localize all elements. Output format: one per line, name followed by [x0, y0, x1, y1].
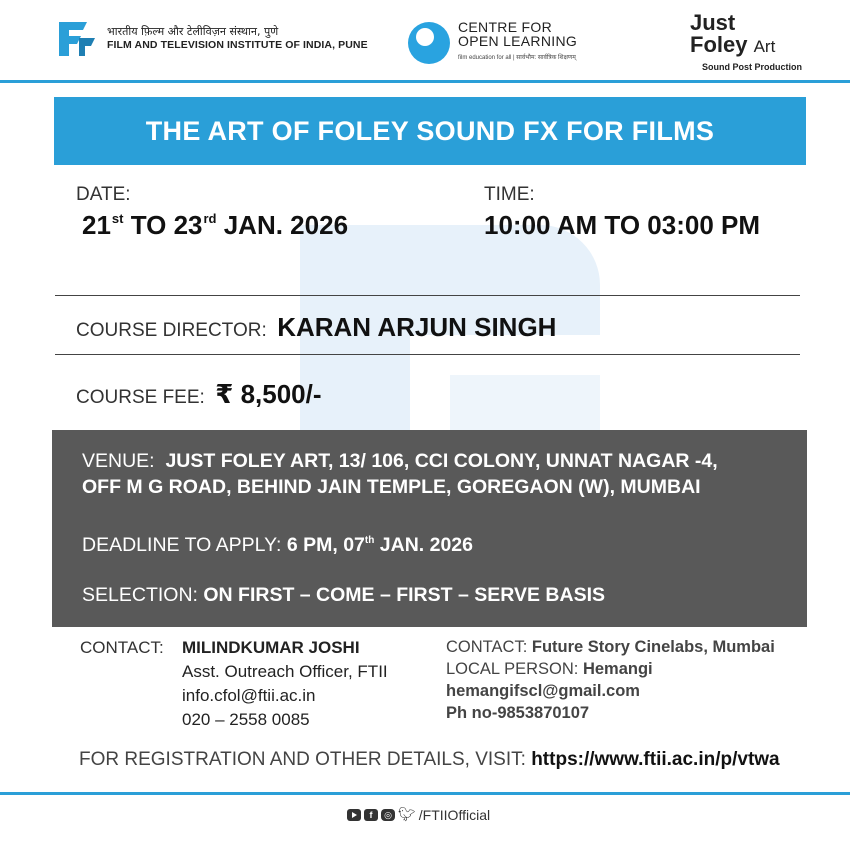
- date-value: 21st TO 23rd JAN. 2026: [82, 210, 349, 240]
- contact-left-phone: 020 – 2558 0085: [182, 710, 310, 729]
- col-name-line2: OPEN LEARNING: [458, 33, 578, 49]
- contact-right-line1: CONTACT: Future Story Cinelabs, Mumbai: [446, 638, 775, 656]
- ftii-logo: [55, 16, 368, 60]
- jfa-line2b: Art: [753, 37, 776, 56]
- contact-right-email[interactable]: hemangifscl@gmail.com: [446, 682, 640, 700]
- registration-url[interactable]: https://www.ftii.ac.in/p/vtwa: [531, 749, 780, 770]
- venue-label: VENUE:: [82, 450, 155, 472]
- instagram-icon[interactable]: ◎: [381, 809, 395, 821]
- contact-right-local-name: Hemangi: [582, 660, 653, 678]
- footer-divider: [0, 792, 850, 795]
- venue-line1: [82, 448, 718, 474]
- deadline: [82, 528, 473, 558]
- col-logo: [408, 20, 577, 65]
- contact-left: [182, 636, 388, 732]
- ftii-emblem-icon: [55, 16, 101, 60]
- page-title: THE ART OF FOLEY SOUND FX FOR FILMS: [54, 97, 806, 165]
- venue-panel: [52, 430, 807, 627]
- contact-right-org: Future Story Cinelabs, Mumbai: [531, 638, 775, 656]
- header-divider: [0, 80, 850, 83]
- contact-label-left: CONTACT:: [80, 638, 164, 657]
- youtube-icon[interactable]: [347, 809, 361, 821]
- director-label: COURSE DIRECTOR:: [76, 320, 267, 341]
- course-director: [76, 312, 556, 343]
- selection-label: SELECTION:: [82, 584, 198, 606]
- time-value: 10:00 AM TO 03:00 PM: [484, 210, 760, 240]
- social-links: [347, 806, 490, 823]
- contact-left-name: MILINDKUMAR JOSHI: [182, 638, 360, 657]
- course-fee: [76, 379, 322, 410]
- col-circle-icon: [408, 22, 450, 64]
- jfa-line2a: Foley: [690, 32, 748, 57]
- twitter-icon[interactable]: 🐦︎: [398, 806, 416, 822]
- col-tagline: film education for all | सार्वभौम: सार्वत्रिक शिक्षणम्: [458, 55, 576, 61]
- registration-line: [79, 749, 780, 771]
- venue-line2: [82, 474, 701, 500]
- ftii-hindi-name: भारतीय फ़िल्म और टेलीविज़न संस्थान, पुणे: [107, 25, 279, 38]
- deadline-value: 6 PM, 07th JAN. 2026: [286, 534, 474, 556]
- venue-address-line1: JUST FOLEY ART, 13/ 106, CCI COLONY, UNNAT NAGAR -4,: [165, 450, 718, 472]
- date-label: DATE:: [76, 184, 131, 205]
- contact-left-email[interactable]: info.cfol@ftii.ac.in: [182, 686, 316, 705]
- director-name: KARAN ARJUN SINGH: [277, 312, 557, 342]
- venue-address-line2: OFF M G ROAD, BEHIND JAIN TEMPLE, GOREGAON (W), MUMBAI: [82, 476, 701, 498]
- jfa-tagline: Sound Post Production: [702, 62, 802, 72]
- jfa-line1: Just: [690, 10, 736, 35]
- contact-left-role: Asst. Outreach Officer, FTII: [182, 662, 388, 681]
- col-name-line1: CENTRE FOR: [458, 19, 552, 35]
- contact-right: [446, 636, 775, 724]
- selection-value: ON FIRST – COME – FIRST – SERVE BASIS: [203, 584, 606, 606]
- contact-right-phone: Ph no-9853870107: [446, 704, 590, 722]
- contact-right-line2: LOCAL PERSON: Hemangi: [446, 660, 653, 678]
- fee-label: COURSE FEE:: [76, 387, 205, 408]
- just-foley-art-logo: [690, 12, 802, 72]
- deadline-label: DEADLINE TO APPLY:: [82, 534, 282, 556]
- ftii-english-name: FILM AND TELEVISION INSTITUTE OF INDIA, PUNE: [107, 39, 368, 51]
- selection: [82, 582, 605, 608]
- time-label: TIME:: [484, 184, 535, 205]
- fee-value: ₹ 8,500/-: [215, 379, 322, 409]
- registration-label: FOR REGISTRATION AND OTHER DETAILS, VISIT:: [79, 749, 526, 770]
- facebook-icon[interactable]: f: [364, 809, 378, 821]
- social-handle[interactable]: /FTIIOfficial: [418, 806, 491, 823]
- divider: [55, 354, 800, 355]
- divider: [55, 295, 800, 296]
